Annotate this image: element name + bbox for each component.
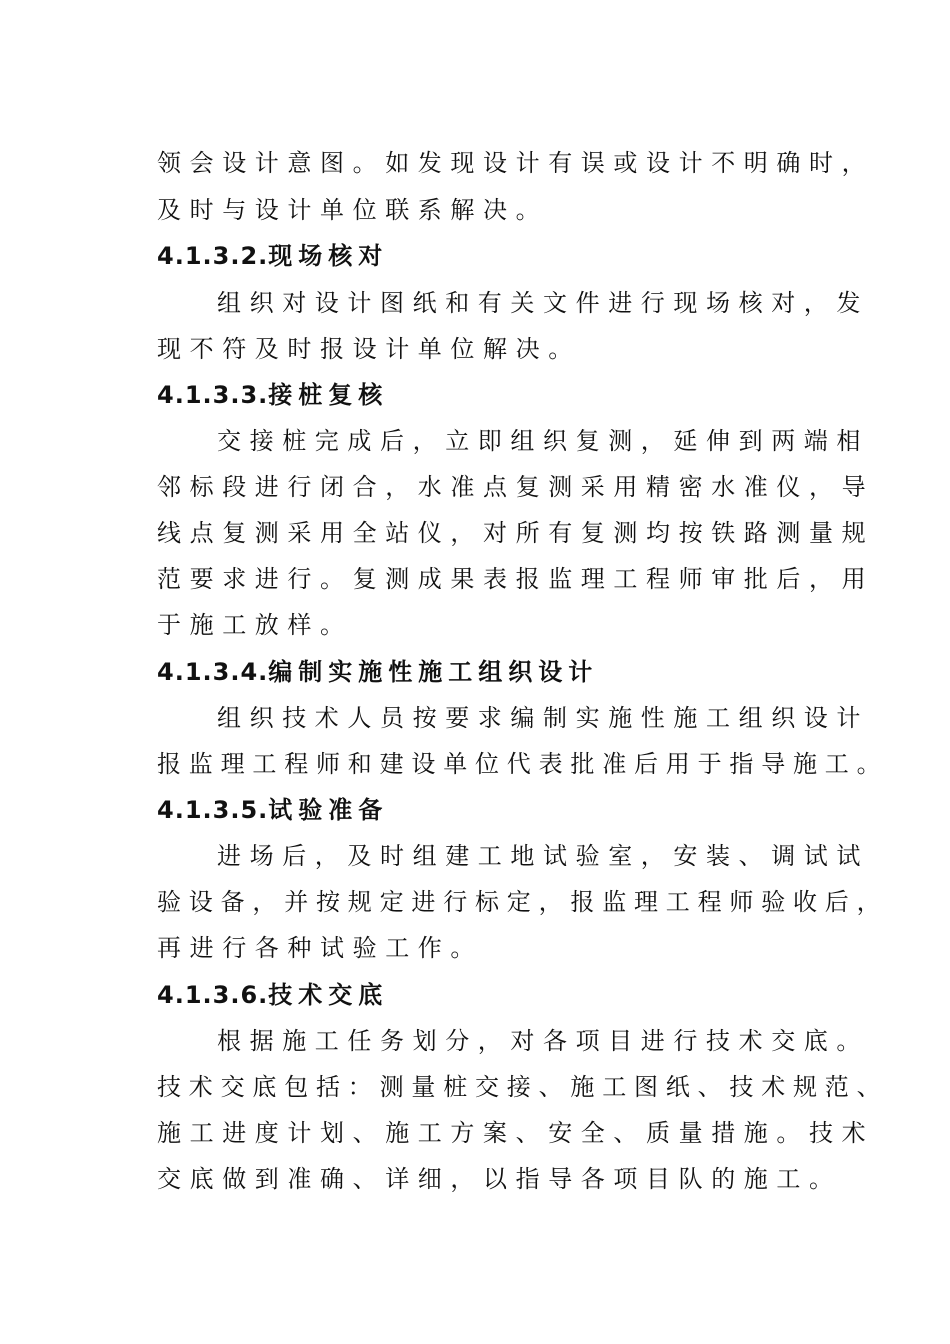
- paragraph-line: 现不符及时报设计单位解决。: [157, 335, 581, 363]
- intro-line-2: 及时与设计单位联系解决。: [157, 196, 549, 224]
- section-heading: [157, 980, 388, 1010]
- section-heading: [157, 380, 388, 410]
- paragraph-line: 交接桩完成后，立即组织复测，延伸到两端相: [217, 427, 869, 455]
- paragraph-line: 于施工放样。: [157, 611, 353, 639]
- paragraph-line: 范要求进行。复测成果表报监理工程师审批后，用: [157, 565, 875, 593]
- section-title: 接桩复核: [268, 381, 389, 409]
- paragraph-line: 技术交底包括：测量桩交接、施工图纸、技术规范、: [157, 1073, 889, 1101]
- paragraph-line: 组织技术人员按要求编制实施性施工组织设计: [217, 704, 869, 732]
- section-title: 现场核对: [268, 242, 389, 270]
- section-heading: [157, 657, 598, 687]
- paragraph-line: 进场后，及时组建工地试验室，安装、调试试: [217, 842, 869, 870]
- paragraph-line: 组织对设计图纸和有关文件进行现场核对，发: [217, 289, 869, 317]
- section-heading: [157, 795, 388, 825]
- paragraph-line: 施工进度计划、施工方案、安全、质量措施。技术: [157, 1119, 875, 1147]
- section-title: 试验准备: [268, 796, 389, 824]
- section-title: 编制实施性施工组织设计: [268, 658, 599, 686]
- section-number: 4.1.3.5.: [157, 796, 269, 824]
- paragraph-line: 邻标段进行闭合，水准点复测采用精密水准仪，导: [157, 473, 875, 501]
- section-number: 4.1.3.2.: [157, 242, 269, 270]
- paragraph-line: 报监理工程师和建设单位代表批准后用于指导施工。: [157, 750, 889, 778]
- paragraph-line: 再进行各种试验工作。: [157, 934, 483, 962]
- paragraph-line: 验设备，并按规定进行标定，报监理工程师验收后，: [157, 888, 889, 916]
- paragraph-line: 交底做到准确、详细，以指导各项目队的施工。: [157, 1165, 842, 1193]
- paragraph-line: 线点复测采用全站仪，对所有复测均按铁路测量规: [157, 519, 875, 547]
- section-number: 4.1.3.4.: [157, 658, 269, 686]
- section-number: 4.1.3.3.: [157, 381, 269, 409]
- section-title: 技术交底: [268, 981, 389, 1009]
- intro-line-1: 领会设计意图。如发现设计有误或设计不明确时，: [157, 149, 875, 177]
- section-heading: [157, 241, 388, 271]
- section-number: 4.1.3.6.: [157, 981, 269, 1009]
- paragraph-line: 根据施工任务划分，对各项目进行技术交底。: [217, 1027, 869, 1055]
